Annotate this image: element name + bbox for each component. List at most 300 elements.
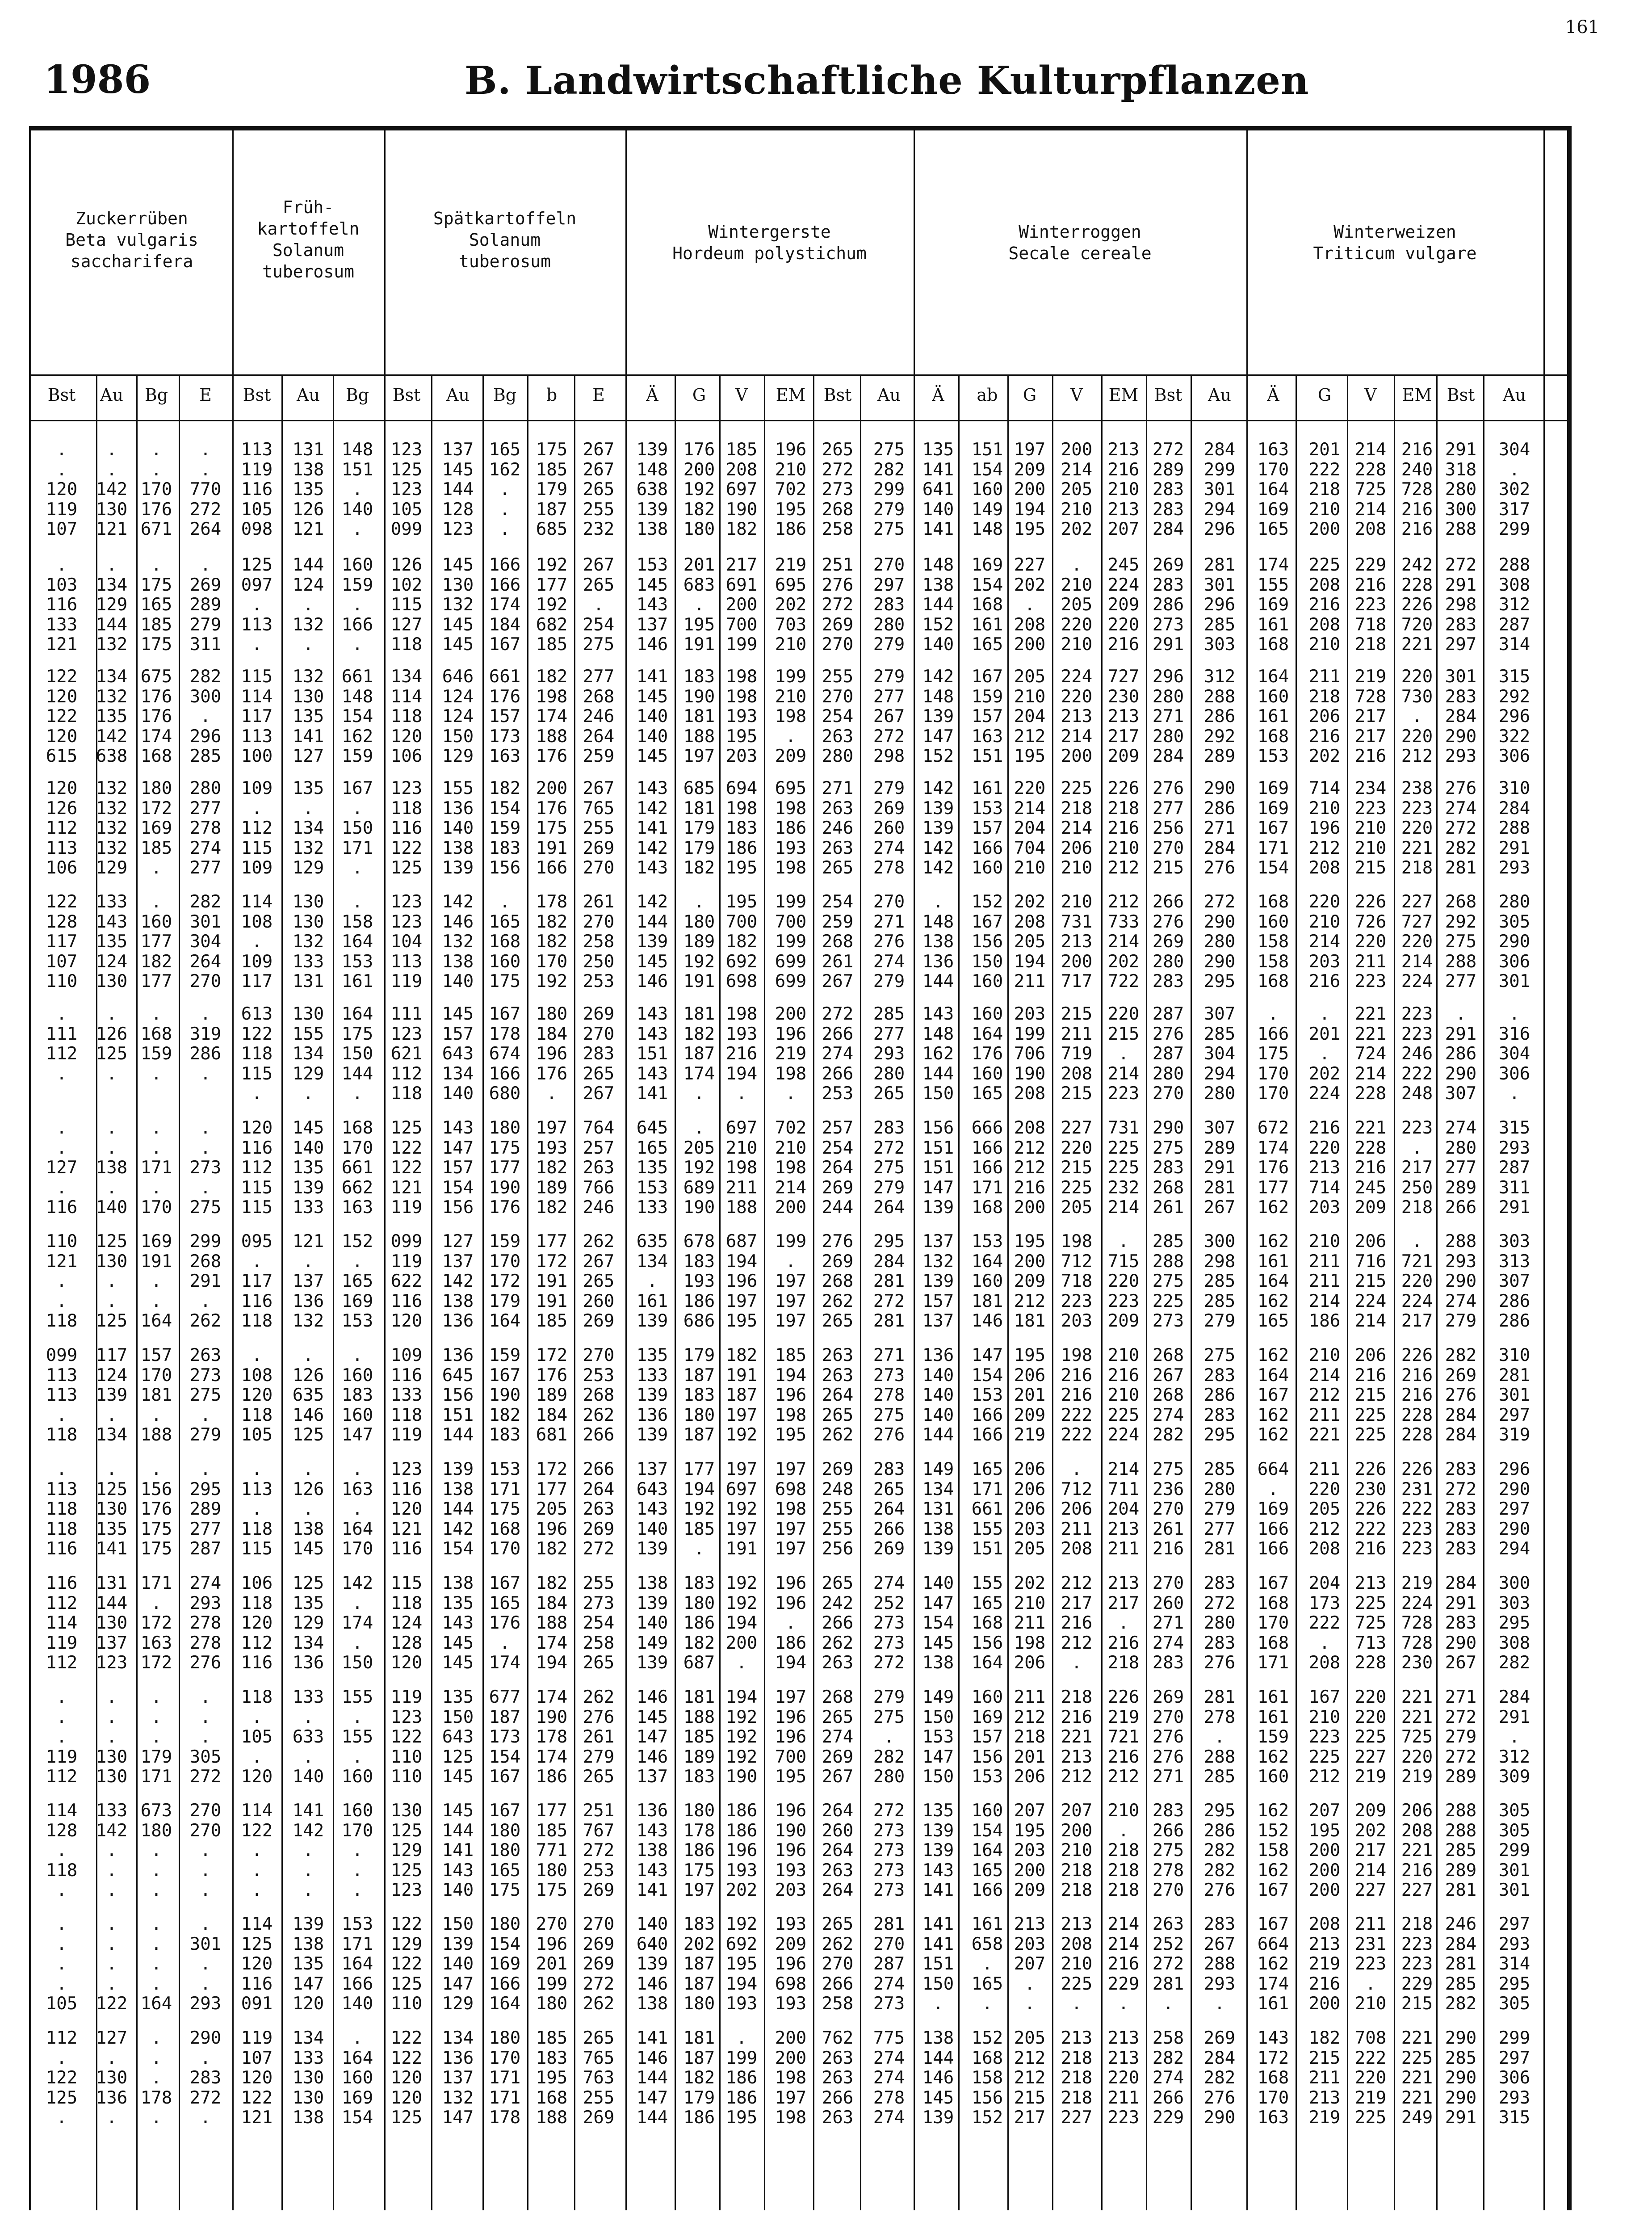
data-column: 268 292 275 288 277 [1445,892,1477,992]
data-column: 159 170 172 179 164 [489,1231,521,1331]
column-header: Au [100,385,123,405]
group-header: Wintergerste Hordeum polystichum [672,222,867,263]
data-column: 290 286 271 284 276 [1203,778,1236,878]
data-column: 148 151 . 140 . [341,440,373,540]
data-column: 310 284 288 291 293 [1498,778,1530,878]
data-column: 251 767 272 253 269 [583,1801,615,1901]
data-column: 221 228 216 245 209 [1354,1118,1387,1218]
data-column: 160 159 . 166 . [341,555,373,655]
data-column: 136 645 156 151 144 [442,1345,474,1445]
data-column: 664 . 169 166 166 [1257,1459,1289,1559]
data-column: 220 210 214 203 216 [1308,892,1341,992]
data-column: 666 166 166 171 168 [971,1118,1003,1218]
data-column: 267 267 265 255 232 [583,440,615,540]
data-column: 276 277 256 270 215 [1152,778,1184,878]
data-column: . . 138 . 140 [96,1118,128,1218]
data-column: 180 172 169 185 . [140,778,172,878]
data-column: 215 211 719 208 215 [1061,1004,1093,1104]
data-column: 227 727 220 214 224 [1401,892,1433,992]
data-column: 162 164 167 162 162 [1257,1345,1289,1445]
data-column: . . 127 . 116 [46,1118,78,1218]
data-column: 152 168 158 156 152 [971,2028,1003,2128]
group-header: Winterweizen Triticum vulgare [1313,222,1477,263]
data-column: 140 147 154 145 138 [922,1573,954,1673]
data-column: 167 180 180 165 175 [489,1801,521,1901]
data-column: 119 123 122 110 110 [390,1687,423,1787]
data-column: 312 288 286 292 289 [1203,667,1236,767]
data-column: . 301 . . 293 [189,1914,222,2014]
data-column: 257 254 264 269 244 [822,1118,854,1218]
data-column: 132 132 132 132 129 [96,778,128,878]
data-column: 251 276 272 269 270 [822,555,854,655]
data-column: 266 264 263 269 272 [583,1459,615,1559]
data-column: 275 236 270 261 216 [1152,1459,1184,1559]
data-column: 205 212 212 215 217 [1014,2028,1046,2128]
data-column: 673 180 . . . [140,1801,172,1901]
data-column: 290 285 290 290 291 [1445,2028,1477,2128]
data-column: 197 209 200 194 195 [1014,440,1046,540]
data-column: 635 134 . 161 139 [636,1231,668,1331]
data-column: 126 102 115 127 118 [390,555,423,655]
data-column: 145 144 141 143 140 [442,1801,474,1901]
data-column: 300 298 285 285 279 [1203,1231,1236,1331]
data-column: 142 146 132 138 140 [442,892,474,992]
data-column: . 126 635 146 125 [292,1345,324,1445]
data-column: 182 154 159 183 156 [489,778,521,878]
data-column: . . . 178 . [140,2028,172,2128]
page-title: B. Landwirtschaftliche Kulturpflanzen [465,58,1309,103]
column-header: EM [776,385,806,405]
data-column: 136 140 140 140 144 [922,1345,954,1445]
data-column: 305 305 299 301 301 [1498,1801,1530,1901]
data-column: 145 130 132 145 145 [442,555,474,655]
data-column: 261 270 258 250 253 [583,892,615,992]
data-column: 111 123 621 112 118 [390,1004,423,1104]
data-column: 123 123 104 113 119 [390,892,423,992]
data-column: 131 138 135 126 121 [292,440,324,540]
data-column: 146 145 147 146 137 [636,1687,668,1787]
data-column: 134 132 135 142 638 [96,667,128,767]
data-column: 131 144 130 137 123 [96,1573,128,1673]
data-column: 214 228 725 214 208 [1354,440,1387,540]
column-header: Au [1208,385,1231,405]
column-header: V [735,385,748,405]
header-divider [29,374,1572,376]
column-header: Bst [823,385,852,405]
data-column: 762 263 263 266 263 [822,2028,854,2128]
data-column: 764 257 263 766 246 [583,1118,615,1218]
data-column: 160 169 157 156 153 [971,1687,1003,1787]
data-column: 167 664 162 174 161 [1257,1914,1289,2014]
data-column: 202 208 205 194 211 [1014,892,1046,992]
data-column: 283 272 275 279 264 [873,1118,905,1218]
data-column: 165 171 661 155 151 [971,1459,1003,1559]
data-column: 120 116 112 115 115 [241,1118,273,1218]
data-column: 155 . 155 . 160 [341,1687,373,1787]
column-header: G [1023,385,1037,405]
data-column: 125 130 . . 125 [96,1231,128,1331]
data-column: 143 172 168 170 163 [1257,2028,1289,2128]
data-column: . 712 206 211 208 [1061,1459,1093,1559]
year-heading: 1986 [44,57,151,102]
data-column: 199 210 198 . 209 [775,667,807,767]
data-column: . . . . 105 [46,1914,78,2014]
data-column: 119 107 120 122 121 [241,2028,273,2128]
data-column: 206 216 215 225 225 [1354,1345,1387,1445]
data-column: 775 274 274 278 274 [873,2028,905,2128]
data-column: 234 223 210 210 215 [1354,778,1387,878]
data-column: 283 265 264 266 269 [873,1459,905,1559]
data-column: 731 225 225 232 214 [1107,1118,1140,1218]
data-column: 270 297 283 280 279 [873,555,905,655]
data-column: . 134 129 144 132 [96,555,128,655]
data-column: 263 273 275 . 279 [189,1345,222,1445]
data-column: 167 165 176 . 174 [489,1573,521,1673]
data-column: 139 138 144 142 154 [442,1459,474,1559]
data-column: 269 284 282 276 290 [1203,2028,1236,2128]
column-header: ab [977,385,998,405]
data-column: 160 164 176 160 165 [971,1004,1003,1104]
data-column: 279 275 . 282 280 [873,1687,905,1787]
data-column: 255 270 254 263 280 [822,667,854,767]
data-column: 195 700 182 692 698 [725,892,758,992]
data-column: 272 266 274 266 253 [822,1004,854,1104]
data-column: 177 185 771 180 175 [536,1801,568,1901]
data-column: 226 218 216 210 212 [1107,778,1140,878]
data-column: 291 318 280 300 288 [1445,440,1477,540]
data-column: 134 114 118 120 106 [390,667,423,767]
data-column: 110 121 . . 118 [46,1231,78,1331]
column-header: EM [1402,385,1432,405]
data-column: 127 137 142 138 136 [442,1231,474,1331]
data-column: 125 122 122 121 119 [390,1118,423,1218]
data-column: 171 . 172 163 172 [140,1573,172,1673]
data-column: . 126 125 . [96,1004,128,1084]
data-column: 269 248 255 255 256 [822,1459,854,1559]
data-column: 315 293 287 311 291 [1498,1118,1530,1218]
data-column: 185 208 697 190 182 [725,440,758,540]
data-column: 270 269 269 272 262 [583,1914,615,2014]
data-column: 220 730 . 220 212 [1401,667,1433,767]
data-column: . 166 175 170 170 [1257,1004,1289,1104]
data-column: 202 210 211 198 206 [1014,1573,1046,1673]
data-column: 142 148 139 147 152 [922,667,954,767]
data-column: 255 273 254 258 265 [583,1573,615,1673]
data-column: 274 293 278 278 276 [189,1573,222,1673]
data-column: 213 203 207 . . [1014,1914,1046,2014]
column-header: Ä [1267,385,1279,405]
data-column: 276 269 268 262 265 [822,1231,854,1331]
data-column: 149 134 131 138 139 [922,1459,954,1559]
data-column: 169 191 . . 164 [140,1231,172,1331]
data-column: 172 176 189 184 681 [536,1345,568,1445]
data-column: 148 138 144 152 140 [922,555,954,655]
data-column: 267 265 . 254 275 [583,555,615,655]
data-column: . . . 119 112 [46,1687,78,1787]
data-column: 270 253 268 262 266 [583,1345,615,1445]
data-column: 270 270 . . . [189,1801,222,1901]
data-column: 281 301 296 285 303 [1203,555,1236,655]
data-column: . 319 286 . [189,1004,222,1084]
data-column: 280 305 290 306 301 [1498,892,1530,992]
data-column: 180 178 186 175 197 [683,1801,715,1901]
data-column: . 316 304 306 . [1498,1004,1530,1104]
data-column: 226 216 216 228 228 [1401,1345,1433,1445]
data-column: 130 125 129 125 123 [390,1801,423,1901]
data-column: 245 224 209 220 216 [1107,555,1140,655]
data-column: 310 281 301 297 319 [1498,1345,1530,1445]
data-column: 238 223 220 221 218 [1401,778,1433,878]
data-column: 695 198 186 193 198 [775,778,807,878]
data-column: 198 216 216 222 222 [1061,1345,1093,1445]
data-column: 155 136 140 138 139 [442,778,474,878]
data-column: 123 125 123 105 099 [390,440,423,540]
data-column: 272 289 283 283 284 [1152,440,1184,540]
data-column: 123 116 120 121 116 [390,1459,423,1559]
data-column: 211 218 206 216 202 [1308,667,1341,767]
data-column: 210 731 213 200 717 [1061,892,1093,992]
data-column: 223 . 217 250 218 [1401,1118,1433,1218]
data-column: 164 160 161 168 153 [1257,667,1289,767]
data-column: 218 223 223 229 215 [1401,1914,1433,2014]
data-column: . . . 179 171 [140,1687,172,1787]
data-column: 134 136 137 132 147 [442,2028,474,2128]
data-column: 246 284 281 285 282 [1445,1914,1477,2014]
data-column: 295 284 281 272 281 [873,1231,905,1331]
data-column: 276 274 272 282 281 [1445,778,1477,878]
data-column: 212 217 216 212 . [1061,1573,1093,1673]
data-column: 167 159 157 163 151 [971,667,1003,767]
data-column: 168 160 158 158 168 [1257,892,1289,992]
data-column: 142 . 174 . 150 [341,1573,373,1673]
data-column: 282 269 276 284 284 [1445,1345,1477,1445]
data-column: 122 129 122 125 110 [390,1914,423,2014]
data-column: 727 230 213 217 209 [1107,667,1140,767]
data-column: 258 282 274 266 229 [1152,2028,1184,2128]
data-column: 195 206 201 209 219 [1014,1345,1046,1445]
data-column: 136 143 138 143 141 [636,1801,668,1901]
data-column: 167 . 150 171 . [341,778,373,878]
data-column: 269 270 283 265 267 [583,1004,615,1104]
data-column: 135 141 641 140 141 [922,440,954,540]
data-column: 697 210 198 211 188 [725,1118,758,1218]
column-header: Bst [1154,385,1182,405]
data-column: 183 190 181 188 197 [683,667,715,767]
group-header: Früh- kartoffeln Solanum tuberosum [257,197,360,281]
data-column: 285 277 293 280 265 [873,1004,905,1104]
data-column: 266 276 269 280 283 [1152,892,1184,992]
data-column: 142 144 139 145 146 [636,892,668,992]
data-column: 182 198 174 188 176 [536,667,568,767]
data-column: 226 219 721 216 212 [1107,1687,1140,1787]
data-column: 646 124 124 150 129 [442,667,474,767]
data-column: 645 165 135 153 133 [636,1118,668,1218]
data-column: 672 174 176 177 162 [1257,1118,1289,1218]
data-column: 269 270 276 276 271 [1152,1687,1184,1787]
data-column: 229 216 223 718 218 [1354,555,1387,655]
data-column: . 201 . 202 224 [1308,1004,1341,1104]
column-header: Bg [493,385,517,405]
column-divider-line [431,374,432,2210]
data-column: 135 139 139 143 141 [922,1801,954,1901]
data-column: 283 272 283 283 283 [1445,1459,1477,1559]
data-column: 161 161 159 162 160 [1257,1687,1289,1787]
data-column: 221 221 724 214 228 [1354,1004,1387,1104]
data-column: . 158 164 153 161 [341,892,373,992]
column-header: b [546,385,558,405]
data-column: 147 154 153 166 166 [971,1345,1003,1445]
data-column: 213 225 725 713 228 [1354,1573,1387,1673]
data-column: 315 292 296 322 306 [1498,667,1530,767]
data-column: 153 171 175 168 170 [489,1459,521,1559]
data-column: 203 199 706 190 208 [1014,1004,1046,1104]
data-column: 140 640 139 146 138 [636,1914,668,2014]
data-column: 145 140 135 139 133 [292,1118,324,1218]
data-column: 213 218 218 218 227 [1061,2028,1093,2128]
data-column: 162 161 164 162 165 [1257,1231,1289,1331]
data-column: 269 283 286 273 291 [1152,555,1184,655]
data-column: 122 128 117 107 110 [46,892,78,992]
data-column: 112 . 122 125 . [46,2028,78,2128]
data-column: 613 122 118 115 . [241,1004,273,1104]
data-column: 175 185 179 187 685 [536,440,568,540]
data-column: 280 277 278 274 277 [189,778,222,878]
data-column: 182 215 211 213 219 [1308,2028,1341,2128]
data-column: 176 200 192 182 180 [683,440,715,540]
data-column: 281 270 287 274 273 [873,1914,905,2014]
data-column: 109 . 112 115 109 [241,778,273,878]
data-column: . 126 . 138 145 [292,1459,324,1559]
data-column: 675 176 176 174 168 [140,667,172,767]
data-column: 181 188 185 189 183 [683,1687,715,1787]
data-column: 138 135 143 145 145 [442,1573,474,1673]
data-column: . 210 205 220 210 [1061,555,1093,655]
data-column: . 199 186 186 195 [725,2028,758,2128]
data-column: 217 691 200 700 199 [725,555,758,655]
data-column: 678 183 193 186 686 [683,1231,715,1331]
data-column: 216 220 213 714 203 [1308,1118,1341,1218]
data-column: 144 124 . 132 . [292,555,324,655]
data-column: 180 154 169 166 164 [489,1914,521,2014]
data-column: 179 187 183 180 187 [683,1345,715,1445]
data-column: 206 206 206 203 205 [1014,1459,1046,1559]
data-column: 274 280 277 289 266 [1445,1118,1477,1218]
data-column: . 156 176 175 175 [140,1459,172,1559]
data-column: . 715 220 223 209 [1107,1231,1140,1331]
data-column: 271 263 246 263 265 [822,778,854,878]
data-column: 200 200 198 197 198 [775,2028,807,2128]
column-header: G [692,385,706,405]
column-header: Ä [932,385,944,405]
data-column: 226 726 220 211 223 [1354,892,1387,992]
data-column: 199 700 199 699 699 [775,892,807,992]
data-column: 270 196 201 199 180 [536,1914,568,2014]
data-column: 095 . 117 116 118 [241,1231,273,1331]
data-column: 290 . 283 272 . [189,2028,222,2128]
group-divider-line [1246,126,1248,2210]
data-column: 279 269 260 274 278 [873,778,905,878]
data-column: 268 265 274 269 267 [822,1687,854,1787]
data-column: 174 190 178 174 186 [536,1687,568,1787]
data-column: 283 272 280 283 276 [1203,1573,1236,1673]
data-column: 212 733 214 202 722 [1107,892,1140,992]
data-column: 153 145 143 137 146 [636,555,668,655]
data-column: . 205 192 689 190 [683,1118,715,1218]
data-column: 277 268 246 264 259 [583,667,615,767]
data-column: 153 171 164 166 140 [341,1914,373,2014]
data-column: 214 214 216 229 . [1107,1914,1140,2014]
data-column: 156 151 151 147 139 [922,1118,954,1218]
data-column: 181 182 187 174 . [683,1004,715,1104]
data-column: . 295 289 277 287 [189,1459,222,1559]
data-column: 242 228 226 720 221 [1401,555,1433,655]
data-column: . . . 130 130 [96,1687,128,1787]
data-column: 264 260 264 263 264 [822,1801,854,1901]
data-column: 283 267 288 293 . [1203,1914,1236,2014]
column-header: Bst [1447,385,1475,405]
data-column: 279 277 267 272 298 [873,667,905,767]
data-column: 205 210 204 212 195 [1014,667,1046,767]
data-column: 213 208 210 225 . [1061,1914,1093,2014]
data-column: 208 212 212 216 200 [1014,1118,1046,1218]
group-header: Spätkartoffeln Solanum tuberosum [433,209,577,271]
data-column: 272 290 280 290 295 [1203,892,1236,992]
data-column: 262 267 265 260 269 [583,1231,615,1331]
data-column: 288 293 290 274 279 [1445,1231,1477,1331]
data-column: 283 266 275 278 270 [1152,1801,1184,1901]
data-column: 169 154 168 161 165 [971,555,1003,655]
data-column: . 113 . 118 115 [241,1459,273,1559]
data-column: 708 222 220 219 225 [1354,2028,1387,2128]
data-column: . 175 165 185 175 [140,555,172,655]
data-column: 130 155 134 129 . [292,1004,324,1104]
data-column: 290 275 283 268 261 [1152,1118,1184,1218]
data-column: 161 153 157 166 160 [971,778,1003,878]
data-column: . . 171 . 170 [140,1118,172,1218]
data-column: 199 . 197 197 197 [775,1231,807,1331]
data-column: 109 116 133 118 119 [390,1345,423,1445]
data-column: 210 211 211 214 186 [1308,1231,1341,1331]
data-column: . 111 112 . [46,1004,78,1084]
data-column: 113 119 116 105 098 [241,440,273,540]
data-column: 263 252 272 281 . [1152,1914,1184,2014]
data-column: 226 231 222 223 223 [1401,1459,1433,1559]
data-column: 207 200 210 218 218 [1061,1801,1093,1901]
data-column: 132 130 135 141 127 [292,667,324,767]
data-column: 185 183 195 168 188 [536,2028,568,2128]
data-column: 285 288 275 225 273 [1152,1231,1184,1331]
data-column: 180 170 171 171 178 [489,2028,521,2128]
data-column: 182 184 188 174 194 [536,1573,568,1673]
data-column: 281 278 . 288 285 [1203,1687,1236,1787]
data-column: 220 220 225 227 219 [1354,1687,1387,1787]
data-column: 099 119 622 116 120 [390,1231,423,1331]
data-column: . 180 189 192 191 [683,892,715,992]
data-column: 183 180 186 182 687 [683,1573,715,1673]
data-column: 210 214 212 211 221 [1308,1345,1341,1445]
data-column: 133 . 633 . 140 [292,1687,324,1787]
data-column: . 148 138 136 144 [922,892,954,992]
data-column: 174 155 169 161 168 [1257,555,1289,655]
data-column: 223 223 246 222 248 [1401,1004,1433,1104]
data-column: 137 132 139 157 137 [922,1231,954,1331]
data-column: 285 280 279 277 281 [1203,1459,1236,1559]
data-column: 198 198 193 195 203 [725,667,758,767]
data-column: 135 133 139 136 139 [636,1345,668,1445]
data-column: 125 135 129 134 136 [292,1573,324,1673]
data-column: 211 212 218 201 206 [1014,1687,1046,1787]
data-column: 271 272 279 272 289 [1445,1687,1477,1787]
